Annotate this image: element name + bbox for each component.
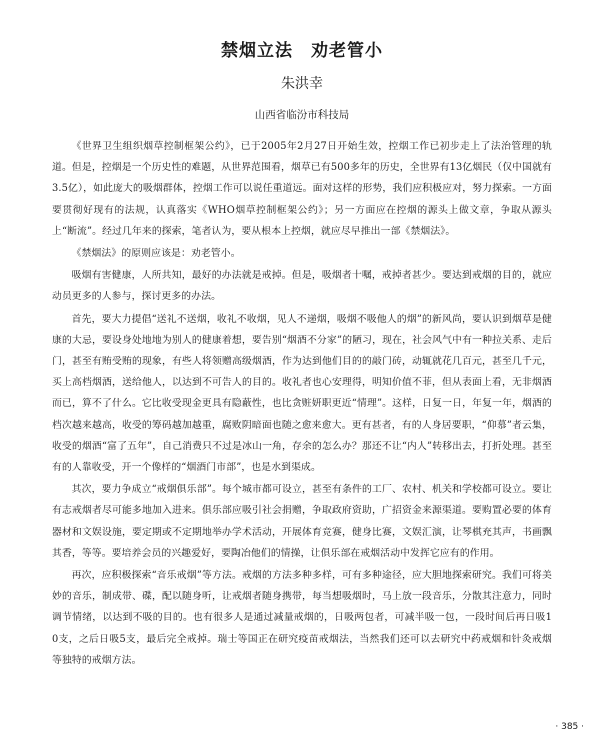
paragraph-principle: 《禁烟法》的原则应该是：劝老管小。 <box>71 248 241 260</box>
paragraph-first: 首先，要大力提倡“送礼不送烟，收礼不收烟，见人不递烟，吸烟不吸他人的烟”的新风尚，要认识到烟草是健康的大忌，要设身处地地为别人的健康着想，要告别“烟酒不分家”的陋习，现在，社会风气中有一种拉关系、走后门，甚至有贿受贿的现象，有些人将领赠高级烟酒，作为达到他们目的的敲门砖，动辄就花几百元，甚至几千元，买上高档烟酒，送给他人，以达到不可告人的目的。收礼者也心安理得，明知价值不菲，但从表面上看，无非烟酒而已，算不了什么。它比收受现金更具有隐蔽性，也比贪赃妍职更近“情理”。这样，日复一日，年复一年，烟酒的档次越来越高，收受的筹码越加越重，腐败阴暗面也随之愈来愈大。更有甚者，有的人身居要职，“仰慕”者云集，收受的烟酒“富了五年”，自己消费只不过是冰山一角，存余的怎么办？那还不让“内人”转移出去，打折处理。甚至有的人靠收受，开一个像样的“烟酒门市部”，也是水到渠成。 <box>52 313 552 474</box>
page-number: · 385 · <box>555 722 584 732</box>
article-title: 禁烟立法 劝老管小 <box>221 41 383 61</box>
article-body <box>52 136 552 671</box>
author-name: 朱洪幸 <box>281 76 323 92</box>
paragraph-intro: 《世界卫生组织烟草控制框架公约》，已于2005年2月27日开始生效，控烟工作已初步走上了法治管理的轨道。但是，控烟是一个历史性的难题，从世界范围看，烟草已有500多年的历史，全世界有13亿烟民（仅中国就有3.5亿），如此庞大的吸烟群体，控烟工作可以说任重道远。面对这样的形势，我们应积极应对，努力探索。一方面要贯彻好现有的法规，认真落实《WHO烟草控制框架公约》；另一方面应在控烟的源头上做文章，争取从源头上“断流”。经过几年来的探索，笔者认为，要从根本上控烟，就应尽早推出一部《禁烟法》。 <box>52 141 552 237</box>
author-affiliation: 山西省临汾市科技局 <box>254 109 350 121</box>
paragraph-third: 再次，应积极探索“音乐戒烟”等方法。戒烟的方法多种多样，可有多种途径，应大胆地探索研究。我们可将美妙的音乐，制成带、碟，配以随身听，让戒烟者随身携带，每当想吸烟时，马上放一段音乐，分散其注意力，同时调节情绪，以达到不吸的目的。也有很多人是通过减量戒烟的，日吸两包者，可减半吸一包，一段时间后再日吸10支，之后日吸5支，最后完全戒掉。瑞士等国正在研究疫苗戒烟法，当然我们还可以去研究中药戒烟和针灸戒烟等独特的戒烟方法。 <box>52 570 552 666</box>
article <box>52 36 552 672</box>
paragraph-second: 其次，要力争成立“戒烟俱乐部”。每个城市都可设立，甚至有条件的工厂、农村、机关和学校都可设立。要让有志戒烟者尽可能多地加入进来。俱乐部应吸引社会捐赠，争取政府资助，广招资金来源渠道。要购置必要的体育器材和文娱设施，要定期或不定期地举办学术活动，开展体育竞赛，健身比赛，文娱汇演，让琴棋充其声，书画飘其香，等等。要培养会员的兴趣爱好，要陶冶他们的情操，让俱乐部在戒烟活动中发挥它应有的作用。 <box>52 484 552 559</box>
paragraph-health: 吸烟有害健康，人所共知，最好的办法就是戒掉。但是，吸烟者十嘱，戒掉者甚少。要达到戒烟的目的，就应动员更多的人参与，探讨更多的办法。 <box>52 270 552 303</box>
